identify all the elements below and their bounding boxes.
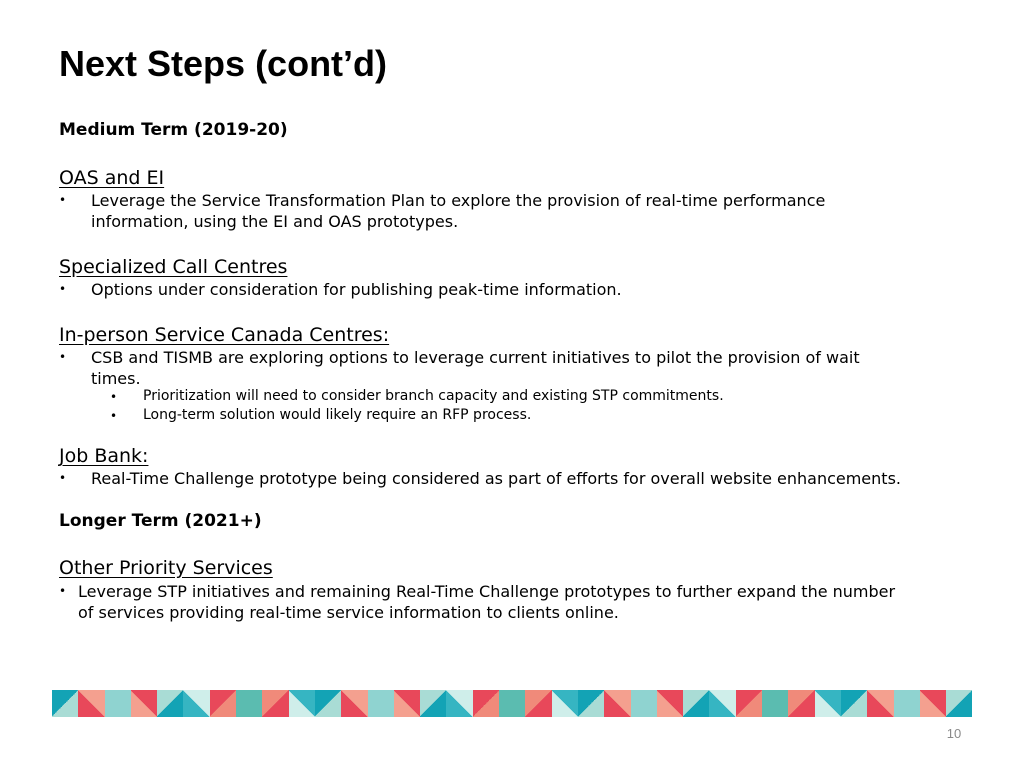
band-tile <box>552 690 578 717</box>
bullet-marker: • <box>59 584 67 598</box>
oas-ei-bullet-line2: information, using the EI and OAS prototypes. <box>91 212 459 231</box>
other-priority-heading: Other Priority Services <box>59 557 273 579</box>
bullet-marker: • <box>59 282 67 296</box>
band-tile <box>894 690 920 717</box>
band-tile <box>105 690 131 717</box>
band-tile <box>262 690 288 717</box>
band-tile <box>736 690 762 717</box>
band-tile <box>709 690 735 717</box>
band-tile <box>183 690 209 717</box>
band-tile <box>420 690 446 717</box>
band-tile <box>920 690 946 717</box>
page-number: 10 <box>946 726 962 741</box>
in-person-bullet-line2: times. <box>91 369 141 388</box>
band-tile <box>604 690 630 717</box>
other-priority-bullet-line1: Leverage STP initiatives and remaining Real-Time Challenge prototypes to further expand the number <box>78 582 896 601</box>
in-person-bullet-line1: CSB and TISMB are exploring options to leverage current initiatives to pilot the provision of wait <box>91 348 860 367</box>
bullet-marker: • <box>59 471 67 485</box>
band-tile <box>157 690 183 717</box>
in-person-heading: In-person Service Canada Centres: <box>59 324 390 346</box>
band-tile <box>815 690 841 717</box>
band-tile <box>657 690 683 717</box>
band-tile <box>368 690 394 717</box>
oas-ei-heading: OAS and EI <box>59 167 165 189</box>
sub-bullet-marker: • <box>110 409 118 423</box>
band-tile <box>525 690 551 717</box>
band-tile <box>446 690 472 717</box>
decorative-triangle-band <box>52 690 973 717</box>
band-tile <box>762 690 788 717</box>
job-bank-bullet: Real-Time Challenge prototype being considered as part of efforts for overall website enhancements. <box>91 469 901 488</box>
page-title: Next Steps (cont’d) <box>59 43 388 84</box>
band-tile <box>315 690 341 717</box>
job-bank-heading: Job Bank: <box>59 445 149 467</box>
band-tile <box>631 690 657 717</box>
sub-bullet-marker: • <box>110 390 118 404</box>
longer-term-heading: Longer Term (2021+) <box>59 511 262 531</box>
band-tile <box>946 690 972 717</box>
band-tile <box>236 690 262 717</box>
band-tile <box>210 690 236 717</box>
band-tile <box>131 690 157 717</box>
oas-ei-bullet-line1: Leverage the Service Transformation Plan to explore the provision of real-time performance <box>91 191 826 210</box>
in-person-sub-bullet: Prioritization will need to consider branch capacity and existing STP commitments. <box>143 388 724 404</box>
band-tile <box>683 690 709 717</box>
in-person-sub-bullet: Long-term solution would likely require an RFP process. <box>143 407 532 423</box>
medium-term-heading: Medium Term (2019-20) <box>59 120 288 140</box>
bullet-marker: • <box>59 193 67 207</box>
band-tile <box>52 690 78 717</box>
call-centres-heading: Specialized Call Centres <box>59 256 288 278</box>
call-centres-bullet: Options under consideration for publishing peak-time information. <box>91 280 622 299</box>
band-tile <box>499 690 525 717</box>
other-priority-bullet-line2: of services providing real-time service information to clients online. <box>78 603 619 622</box>
bullet-marker: • <box>59 350 67 364</box>
band-tile <box>841 690 867 717</box>
band-tile <box>788 690 814 717</box>
band-tile <box>394 690 420 717</box>
band-tile <box>78 690 104 717</box>
band-tile <box>867 690 893 717</box>
band-tile <box>578 690 604 717</box>
band-tile <box>289 690 315 717</box>
band-tile <box>473 690 499 717</box>
band-tile <box>341 690 367 717</box>
